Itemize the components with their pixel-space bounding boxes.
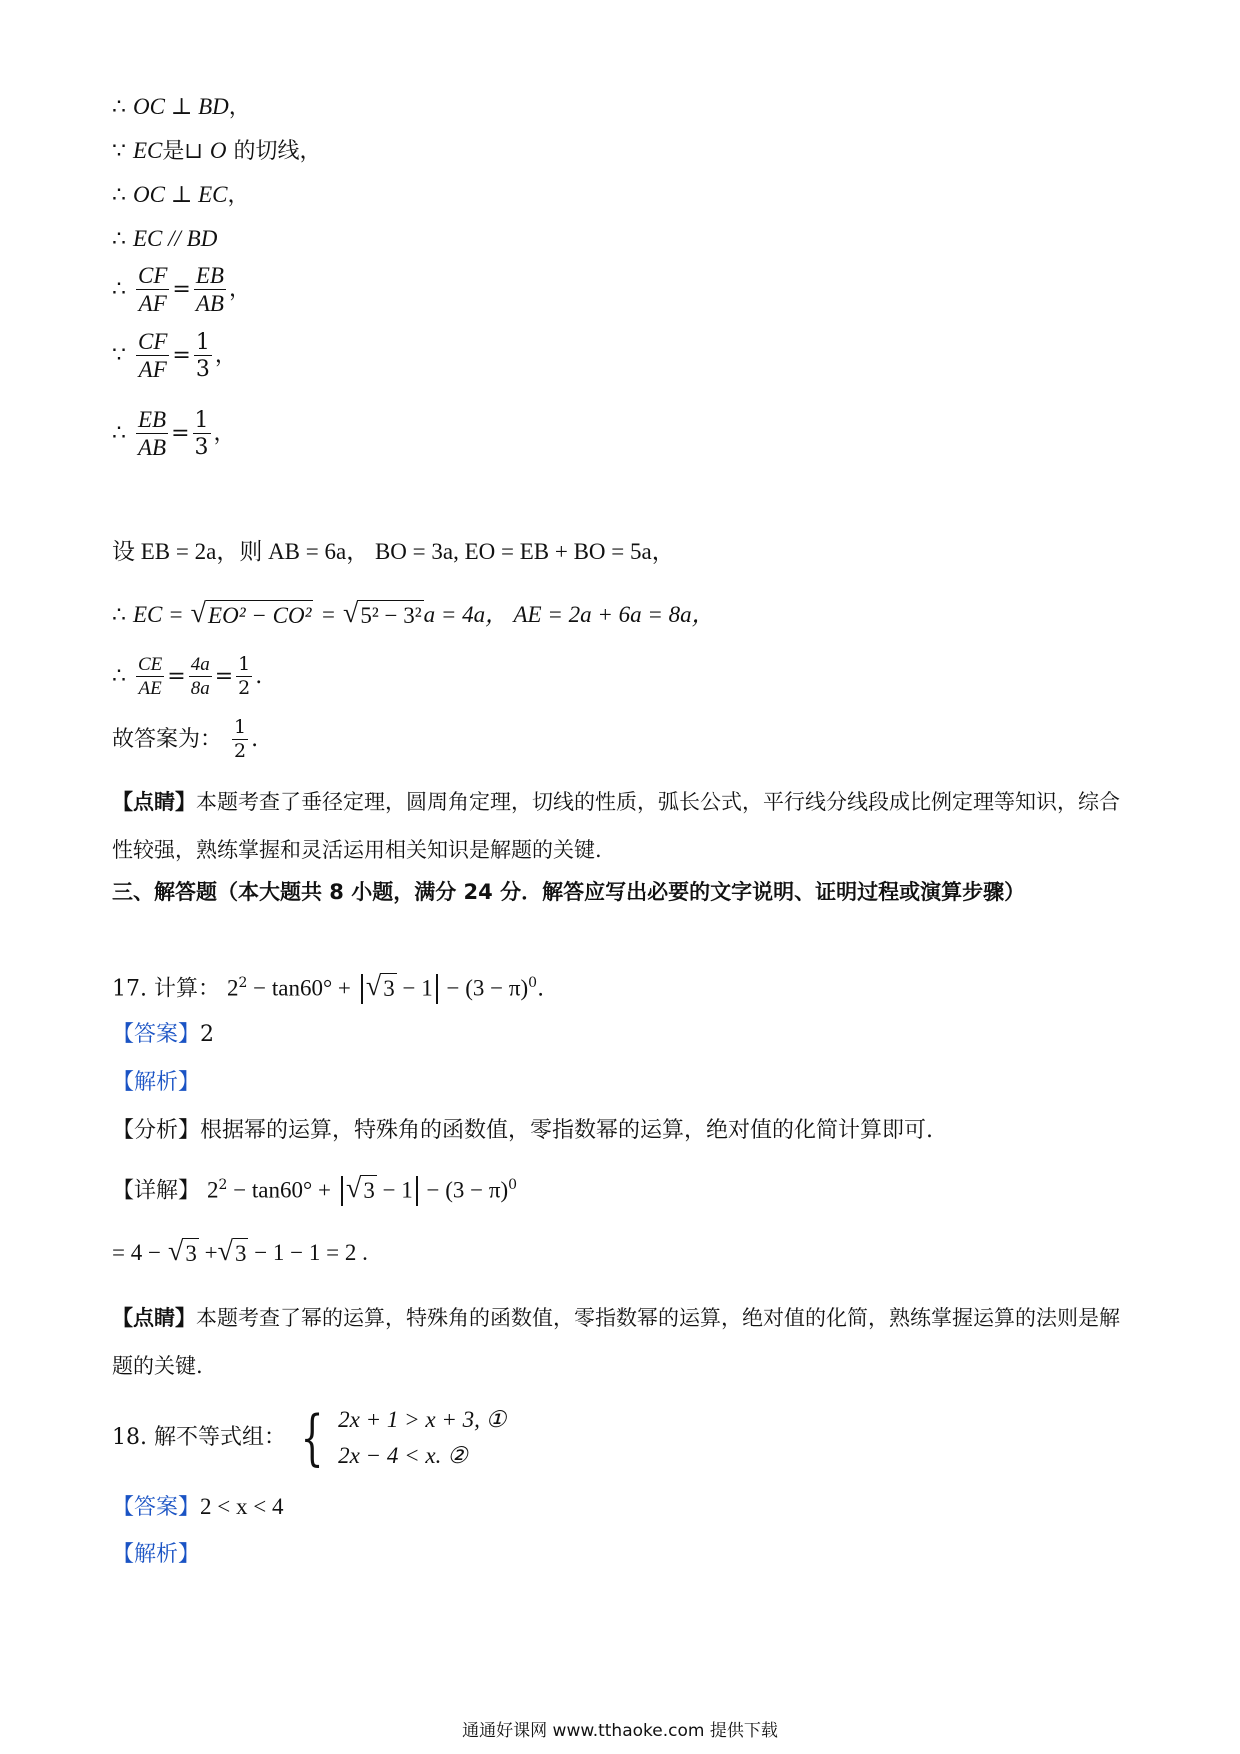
section-heading: 三、解答题（本大题共 8 小题，满分 24 分．解答应写出必要的文字说明、证明过程或演算步骤） — [112, 880, 1026, 904]
q18-answer: 【答案】2 < x < 4 — [112, 1494, 284, 1520]
proof-line-8: 设 EB = 2a，则 AB = 6a， BO = 3a, EO = EB + BO = 5a， — [112, 539, 675, 564]
fraction: $\frac{CE}{AE}$ — [138, 654, 163, 699]
fraction: $\frac{EB}{AB}$ — [138, 407, 167, 461]
q17-fenxi: 【分析】根据幂的运算，特殊角的函数值，零指数幂的运算，绝对值的化简计算即可. — [112, 1118, 934, 1143]
absolute-bar-right — [436, 974, 438, 1004]
footer: 通通好课网 www.tthaoke.com 提供下载 — [462, 1721, 778, 1741]
absolute-bar-right — [416, 1176, 418, 1206]
proof-line-5: ∴ $\frac{CF}{AF}$ = $\frac{EB}{AB}$ ， — [112, 263, 251, 317]
fraction: $\frac{1}{2}$ — [238, 653, 251, 699]
q17-answer: 【答案】2 — [112, 1022, 215, 1047]
square-root: √ 3 — [217, 1236, 247, 1267]
proof-line-4: ∴ EC // BD — [112, 226, 218, 252]
proof-line-2: ∵ EC是⊔ O 的切线， — [112, 138, 322, 164]
fraction: $\frac{CF}{AF}$ — [138, 263, 168, 317]
proof-line-7: ∴ $\frac{EB}{AB}$ = $\frac{1}{3}$ ， — [112, 407, 236, 461]
absolute-bar-left — [361, 974, 363, 1004]
proof-line-9: ∴ EC = √ EO² − CO² = √ 5² − 3² a = 4a， AE = 2a + 6a = 8a， — [112, 598, 715, 629]
q17-step2: = 4 − √ 3 + √ 3 − 1 − 1 = 2 . — [112, 1236, 368, 1267]
fraction: $\frac{1}{3}$ — [194, 408, 209, 461]
square-root: √ 5² − 3² — [343, 598, 422, 629]
square-root: √ 3 — [345, 1173, 375, 1205]
fraction: $\frac{EB}{AB}$ — [195, 263, 224, 317]
fraction: $\frac{1}{3}$ — [195, 330, 210, 383]
square-root: √ 3 — [167, 1236, 197, 1267]
inequality-2: 2x − 4 < x. ② — [338, 1443, 468, 1468]
absolute-bar-left — [341, 1176, 343, 1206]
inequality-system — [338, 1402, 506, 1474]
q17-xiangjie: 【详解】 $2^2 - \tan 60^\circ$ + √ 3 − $1 - (3 - \pi)^0$ — [112, 1173, 518, 1205]
brace-icon: { — [300, 1403, 324, 1473]
fraction: $\frac{1}{2}$ — [234, 716, 247, 762]
fraction: $\frac{4a}{8a}$ — [190, 654, 210, 699]
answer-line: 故答案为： $\frac{1}{2}$ . — [112, 716, 259, 762]
square-root: √ 3 — [365, 971, 395, 1003]
dianjing-paragraph-1: 【点睛】本题考查了垂径定理，圆周角定理，切线的性质，弧长公式，平行线分线段成比例定理等知识，综合性较强，熟练掌握和灵活运用相关知识是解题的关键. — [112, 789, 1120, 862]
square-root: √ EO² − CO² — [190, 598, 312, 629]
proof-line-1: ∴ OC ⊥ BD， — [112, 94, 251, 120]
fraction: $\frac{CF}{AF}$ — [138, 329, 168, 383]
question-18: 18. 解不等式组： { 2x + 1 > x + 3, ① 2x − 4 < x. ② — [112, 1403, 507, 1473]
q17-jiexi: 【解析】 — [112, 1070, 201, 1095]
proof-line-10: ∴ $\frac{CE}{AE}$ = $\frac{4a}{8a}$ = $\frac{1}{2}$ . — [112, 653, 263, 699]
proof-line-3: ∴ OC ⊥ EC， — [112, 182, 250, 208]
proof-line-6: ∵ $\frac{CF}{AF}$ = $\frac{1}{3}$ ， — [112, 329, 237, 383]
inequality-1: 2x + 1 > x + 3, ① — [338, 1407, 507, 1432]
q17-dianjing: 【点睛】本题考查了幂的运算，特殊角的函数值，零指数幂的运算，绝对值的化简，熟练掌握运算的法则是解题的关键. — [112, 1305, 1120, 1378]
question-17: 17. 计算： $2^2 - \tan 60^\circ$ + √ 3 − $1 - (3 - \pi)^0$. — [112, 971, 545, 1003]
q18-jiexi: 【解析】 — [112, 1542, 201, 1567]
